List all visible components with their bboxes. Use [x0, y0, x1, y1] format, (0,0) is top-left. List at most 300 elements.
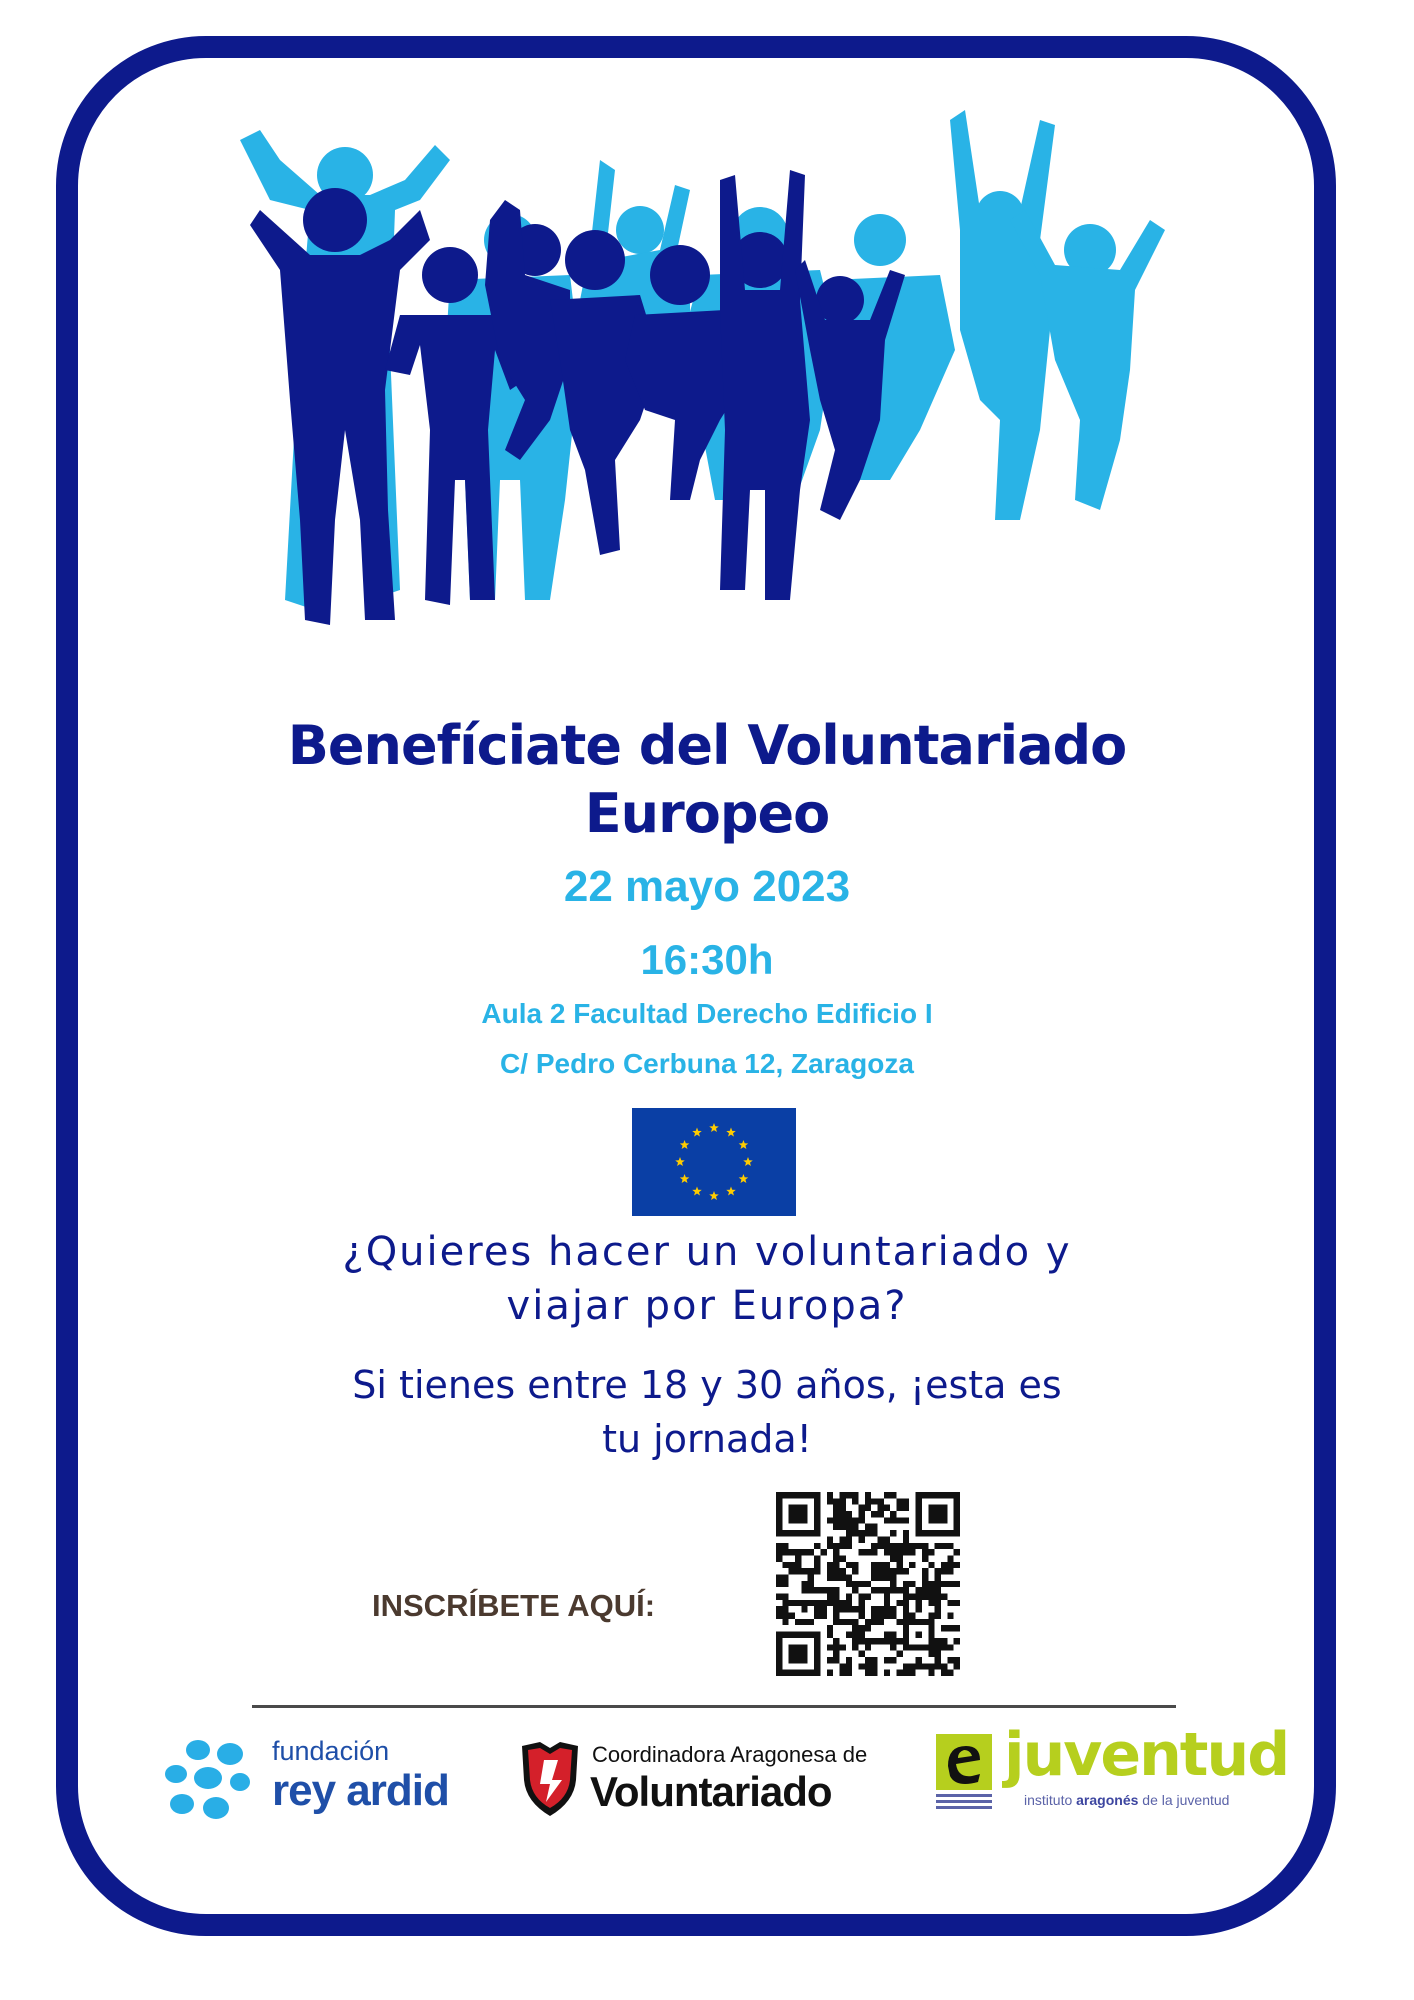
- qr-module: [928, 1663, 934, 1669]
- qr-module: [846, 1562, 852, 1568]
- age-note-line-2: tu jornada!: [602, 1417, 812, 1461]
- rey-ardid-line-1: fundación: [272, 1736, 390, 1766]
- qr-module: [808, 1587, 814, 1593]
- qr-module: [897, 1670, 903, 1676]
- qr-module: [801, 1600, 807, 1606]
- qr-module: [878, 1543, 884, 1549]
- qr-module: [922, 1555, 928, 1561]
- qr-module: [846, 1632, 852, 1638]
- qr-module: [884, 1549, 890, 1555]
- qr-module: [782, 1619, 788, 1625]
- qr-module: [903, 1670, 909, 1676]
- qr-module: [928, 1581, 934, 1587]
- qr-module: [884, 1574, 890, 1580]
- event-time: 16:30h: [640, 936, 774, 983]
- qr-module: [878, 1606, 884, 1612]
- qr-module: [890, 1606, 896, 1612]
- qr-module: [947, 1543, 953, 1549]
- qr-module: [884, 1638, 890, 1644]
- qr-module: [827, 1543, 833, 1549]
- coordinadora-line-1: Coordinadora Aragonesa de: [592, 1742, 868, 1767]
- qr-module: [884, 1594, 890, 1600]
- qr-module: [833, 1638, 839, 1644]
- qr-module: [871, 1606, 877, 1612]
- qr-module: [839, 1606, 845, 1612]
- qr-module: [884, 1543, 890, 1549]
- qr-module: [846, 1517, 852, 1523]
- qr-module: [789, 1549, 795, 1555]
- qr-module: [947, 1644, 953, 1650]
- qr-module: [846, 1524, 852, 1530]
- qr-module: [941, 1562, 947, 1568]
- qr-module: [935, 1606, 941, 1612]
- qr-module: [897, 1619, 903, 1625]
- qr-module: [858, 1625, 864, 1631]
- qr-module: [795, 1549, 801, 1555]
- qr-module: [782, 1600, 788, 1606]
- qr-module: [839, 1600, 845, 1606]
- qr-module: [897, 1549, 903, 1555]
- qr-module: [890, 1638, 896, 1644]
- qr-module: [858, 1505, 864, 1511]
- qr-module: [897, 1498, 903, 1504]
- qr-module: [833, 1600, 839, 1606]
- qr-module: [878, 1613, 884, 1619]
- qr-module: [890, 1511, 896, 1517]
- qr-module: [808, 1600, 814, 1606]
- qr-module: [922, 1568, 928, 1574]
- qr-module: [833, 1562, 839, 1568]
- qr-module: [846, 1606, 852, 1612]
- qr-module: [884, 1600, 890, 1606]
- qr-module: [852, 1638, 858, 1644]
- question-text: [0, 1225, 1414, 1333]
- qr-module: [897, 1600, 903, 1606]
- qr-module: [833, 1574, 839, 1580]
- qr-module: [865, 1581, 871, 1587]
- qr-module: [954, 1663, 960, 1669]
- qr-module: [795, 1555, 801, 1561]
- qr-module: [820, 1587, 826, 1593]
- qr-module: [871, 1574, 877, 1580]
- qr-module: [897, 1587, 903, 1593]
- qr-module: [782, 1574, 788, 1580]
- qr-module: [922, 1594, 928, 1600]
- qr-module: [871, 1568, 877, 1574]
- qr-module: [833, 1524, 839, 1530]
- qr-module: [827, 1587, 833, 1593]
- qr-module: [782, 1606, 788, 1612]
- qr-module: [941, 1543, 947, 1549]
- qr-module: [827, 1670, 833, 1676]
- qr-module: [808, 1549, 814, 1555]
- qr-module: [884, 1613, 890, 1619]
- qr-module: [878, 1619, 884, 1625]
- qr-module: [909, 1594, 915, 1600]
- qr-module: [947, 1670, 953, 1676]
- qr-module: [833, 1619, 839, 1625]
- qr-module: [941, 1625, 947, 1631]
- qr-module: [865, 1505, 871, 1511]
- qr-module: [814, 1587, 820, 1593]
- qr-module: [935, 1600, 941, 1606]
- qr-module: [935, 1574, 941, 1580]
- qr-module: [833, 1651, 839, 1657]
- qr-module: [947, 1613, 953, 1619]
- qr-module: [890, 1613, 896, 1619]
- qr-module: [846, 1536, 852, 1542]
- qr-module: [903, 1613, 909, 1619]
- qr-module: [833, 1543, 839, 1549]
- qr-module: [947, 1562, 953, 1568]
- qr-module: [916, 1594, 922, 1600]
- qr-module: [858, 1663, 864, 1669]
- rey-ardid-line-2: rey ardid: [272, 1766, 449, 1815]
- qr-module: [852, 1492, 858, 1498]
- qr-module: [827, 1574, 833, 1580]
- qr-module: [871, 1587, 877, 1593]
- qr-module: [947, 1581, 953, 1587]
- qr-module: [865, 1498, 871, 1504]
- qr-module: [865, 1619, 871, 1625]
- qr-module: [839, 1663, 845, 1669]
- qr-module: [833, 1613, 839, 1619]
- qr-module: [782, 1581, 788, 1587]
- qr-module: [935, 1587, 941, 1593]
- qr-module: [935, 1651, 941, 1657]
- qr-module: [846, 1619, 852, 1625]
- qr-module: [928, 1600, 934, 1606]
- qr-module: [903, 1505, 909, 1511]
- qr-module: [928, 1505, 947, 1524]
- qr-module: [954, 1625, 960, 1631]
- qr-module: [871, 1543, 877, 1549]
- qr-module: [858, 1613, 864, 1619]
- qr-module: [776, 1581, 782, 1587]
- qr-module: [808, 1568, 814, 1574]
- qr-module: [871, 1670, 877, 1676]
- qr-module: [871, 1562, 877, 1568]
- title-line-2: Europeo: [584, 782, 830, 845]
- qr-module: [814, 1543, 820, 1549]
- qr-module: [808, 1574, 814, 1580]
- qr-module: [827, 1594, 833, 1600]
- qr-module: [890, 1530, 896, 1536]
- qr-module: [839, 1568, 845, 1574]
- qr-module: [776, 1543, 782, 1549]
- qr-module: [839, 1524, 845, 1530]
- qr-module: [890, 1568, 896, 1574]
- qr-module: [858, 1594, 864, 1600]
- qr-module: [776, 1606, 782, 1612]
- qr-module: [858, 1511, 864, 1517]
- qr-module: [909, 1581, 915, 1587]
- qr-module: [903, 1581, 909, 1587]
- register-label: INSCRÍBETE AQUÍ:: [372, 1588, 656, 1623]
- qr-module: [903, 1517, 909, 1523]
- qr-module: [852, 1644, 858, 1650]
- qr-module: [776, 1555, 782, 1561]
- qr-module: [903, 1606, 909, 1612]
- qr-module: [947, 1625, 953, 1631]
- qr-module: [833, 1606, 839, 1612]
- qr-module: [782, 1549, 788, 1555]
- qr-module: [871, 1619, 877, 1625]
- qr-module: [890, 1555, 896, 1561]
- juventud-sub-bold: aragonés: [1076, 1792, 1139, 1808]
- qr-module: [916, 1606, 922, 1612]
- qr-module: [890, 1517, 896, 1523]
- qr-module: [954, 1562, 960, 1568]
- qr-module: [865, 1530, 871, 1536]
- qr-module: [839, 1492, 845, 1498]
- qr-module: [827, 1517, 833, 1523]
- qr-module: [878, 1638, 884, 1644]
- age-note-line-1: Si tienes entre 18 y 30 años, ¡esta es: [352, 1363, 1062, 1407]
- event-place-line-1: Aula 2 Facultad Derecho Edificio I: [481, 998, 933, 1029]
- rey-ardid-dots-logo: [160, 1728, 260, 1828]
- qr-module: [897, 1651, 903, 1657]
- qr-module: [935, 1543, 941, 1549]
- qr-module: [865, 1524, 871, 1530]
- question-line-2: viajar por Europa?: [506, 1283, 908, 1329]
- divider: [252, 1705, 1176, 1708]
- qr-module: [954, 1657, 960, 1663]
- qr-module: [916, 1587, 922, 1593]
- qr-module: [858, 1651, 864, 1657]
- qr-module: [890, 1644, 896, 1650]
- qr-module: [839, 1574, 845, 1580]
- qr-module: [935, 1594, 941, 1600]
- qr-module: [789, 1644, 808, 1663]
- qr-module: [839, 1536, 845, 1542]
- qr-module: [865, 1644, 871, 1650]
- qr-module: [954, 1581, 960, 1587]
- qr-module: [903, 1663, 909, 1669]
- qr-module: [941, 1581, 947, 1587]
- qr-module: [897, 1638, 903, 1644]
- qr-module: [884, 1517, 890, 1523]
- qr-module: [782, 1543, 788, 1549]
- qr-module: [878, 1587, 884, 1593]
- qr-module: [909, 1670, 915, 1676]
- qr-module: [865, 1657, 871, 1663]
- qr-module: [928, 1549, 934, 1555]
- qr-module: [884, 1587, 890, 1593]
- qr-module: [865, 1670, 871, 1676]
- qr-module: [852, 1606, 858, 1612]
- qr-module: [858, 1632, 864, 1638]
- qr-module: [865, 1549, 871, 1555]
- coordinadora-logo: [518, 1732, 918, 1832]
- page-title: [0, 712, 1414, 848]
- qr-module: [865, 1638, 871, 1644]
- qr-module: [846, 1600, 852, 1606]
- qr-module: [827, 1657, 833, 1663]
- qr-module: [839, 1505, 845, 1511]
- qr-module: [871, 1549, 877, 1555]
- qr-module: [795, 1568, 801, 1574]
- qr-module: [884, 1492, 890, 1498]
- qr-module: [941, 1644, 947, 1650]
- qr-module: [839, 1543, 845, 1549]
- qr-module: [865, 1625, 871, 1631]
- qr-module: [846, 1663, 852, 1669]
- qr-module: [858, 1600, 864, 1606]
- qr-module: [903, 1536, 909, 1542]
- qr-module: [903, 1498, 909, 1504]
- qr-module: [776, 1594, 782, 1600]
- qr-module: [858, 1536, 864, 1542]
- qr-module: [801, 1619, 807, 1625]
- qr-module: [852, 1498, 858, 1504]
- qr-module: [858, 1530, 864, 1536]
- qr-module: [903, 1587, 909, 1593]
- qr-module: [827, 1492, 833, 1498]
- qr-module: [852, 1517, 858, 1523]
- qr-module: [935, 1581, 941, 1587]
- qr-module: [884, 1536, 890, 1542]
- qr-module: [808, 1619, 814, 1625]
- qr-module: [897, 1568, 903, 1574]
- qr-module: [846, 1543, 852, 1549]
- qr-module: [878, 1568, 884, 1574]
- juventud-subtitle: [1024, 1792, 1229, 1808]
- qr-module: [909, 1549, 915, 1555]
- qr-module: [871, 1657, 877, 1663]
- qr-module: [782, 1594, 788, 1600]
- qr-module: [890, 1574, 896, 1580]
- qr-module: [814, 1600, 820, 1606]
- qr-module: [935, 1638, 941, 1644]
- qr-module: [878, 1562, 884, 1568]
- qr-module: [922, 1574, 928, 1580]
- qr-module: [954, 1600, 960, 1606]
- question-line-1: ¿Quieres hacer un voluntariado y: [342, 1229, 1072, 1275]
- qr-module: [928, 1562, 934, 1568]
- qr-module: [846, 1657, 852, 1663]
- juventud-e-logo: [936, 1734, 996, 1810]
- qr-module: [846, 1492, 852, 1498]
- qr-module: [852, 1587, 858, 1593]
- qr-module: [814, 1568, 820, 1574]
- qr-module: [839, 1517, 845, 1523]
- qr-module: [782, 1562, 788, 1568]
- qr-module: [871, 1613, 877, 1619]
- qr-module: [916, 1600, 922, 1606]
- qr-module: [827, 1536, 833, 1542]
- qr-module: [935, 1657, 941, 1663]
- eu-flag: [632, 1108, 796, 1216]
- qr-module: [884, 1670, 890, 1676]
- qr-module: [827, 1644, 833, 1650]
- qr-module: [884, 1568, 890, 1574]
- qr-module: [947, 1600, 953, 1606]
- qr-module: [884, 1505, 890, 1511]
- qr-module: [846, 1594, 852, 1600]
- qr-module: [833, 1549, 839, 1555]
- qr-module: [909, 1562, 915, 1568]
- juventud-sub-post: de la juventud: [1138, 1792, 1230, 1808]
- qr-module: [858, 1606, 864, 1612]
- qr-module: [897, 1562, 903, 1568]
- qr-module: [858, 1549, 864, 1555]
- qr-module: [878, 1536, 884, 1542]
- qr-module: [839, 1670, 845, 1676]
- qr-module: [858, 1638, 864, 1644]
- qr-module: [839, 1511, 845, 1517]
- qr-module: [852, 1625, 858, 1631]
- qr-module: [928, 1613, 934, 1619]
- qr-module: [935, 1568, 941, 1574]
- qr-module: [789, 1600, 795, 1606]
- qr-module: [884, 1657, 890, 1663]
- qr-module: [852, 1562, 858, 1568]
- qr-module: [916, 1632, 922, 1638]
- qr-module: [909, 1663, 915, 1669]
- qr-module: [916, 1543, 922, 1549]
- qr-module: [941, 1638, 947, 1644]
- qr-module: [871, 1511, 877, 1517]
- qr-module: [801, 1606, 807, 1612]
- qr-module: [935, 1663, 941, 1669]
- qr-module: [827, 1562, 833, 1568]
- qr-module: [922, 1663, 928, 1669]
- qr-module: [833, 1657, 839, 1663]
- qr-module: [909, 1613, 915, 1619]
- qr-module: [878, 1505, 884, 1511]
- qr-module: [827, 1568, 833, 1574]
- qr-code[interactable]: [776, 1492, 960, 1676]
- qr-module: [903, 1543, 909, 1549]
- qr-module: [820, 1606, 826, 1612]
- qr-module: [941, 1594, 947, 1600]
- qr-module: [833, 1498, 839, 1504]
- qr-module: [947, 1568, 953, 1574]
- qr-module: [871, 1498, 877, 1504]
- qr-module: [922, 1581, 928, 1587]
- qr-module: [852, 1530, 858, 1536]
- qr-module: [820, 1613, 826, 1619]
- qr-module: [839, 1555, 845, 1561]
- event-date: 22 mayo 2023: [563, 862, 851, 911]
- qr-module: [833, 1568, 839, 1574]
- qr-module: [789, 1562, 795, 1568]
- qr-module: [890, 1657, 896, 1663]
- qr-module: [795, 1619, 801, 1625]
- qr-module: [903, 1530, 909, 1536]
- qr-module: [947, 1657, 953, 1663]
- qr-module: [827, 1498, 833, 1504]
- juventud-sub-pre: instituto: [1024, 1792, 1077, 1808]
- qr-module: [935, 1613, 941, 1619]
- qr-module: [789, 1568, 795, 1574]
- qr-module: [827, 1632, 833, 1638]
- qr-module: [776, 1549, 782, 1555]
- qr-module: [852, 1568, 858, 1574]
- qr-module: [789, 1613, 795, 1619]
- qr-module: [928, 1651, 934, 1657]
- juventud-logo: [936, 1720, 1289, 1828]
- qr-module: [833, 1555, 839, 1561]
- qr-module: [865, 1492, 871, 1498]
- qr-module: [890, 1492, 896, 1498]
- qr-module: [922, 1543, 928, 1549]
- qr-module: [827, 1625, 833, 1631]
- qr-module: [890, 1581, 896, 1587]
- qr-module: [865, 1594, 871, 1600]
- qr-module: [839, 1619, 845, 1625]
